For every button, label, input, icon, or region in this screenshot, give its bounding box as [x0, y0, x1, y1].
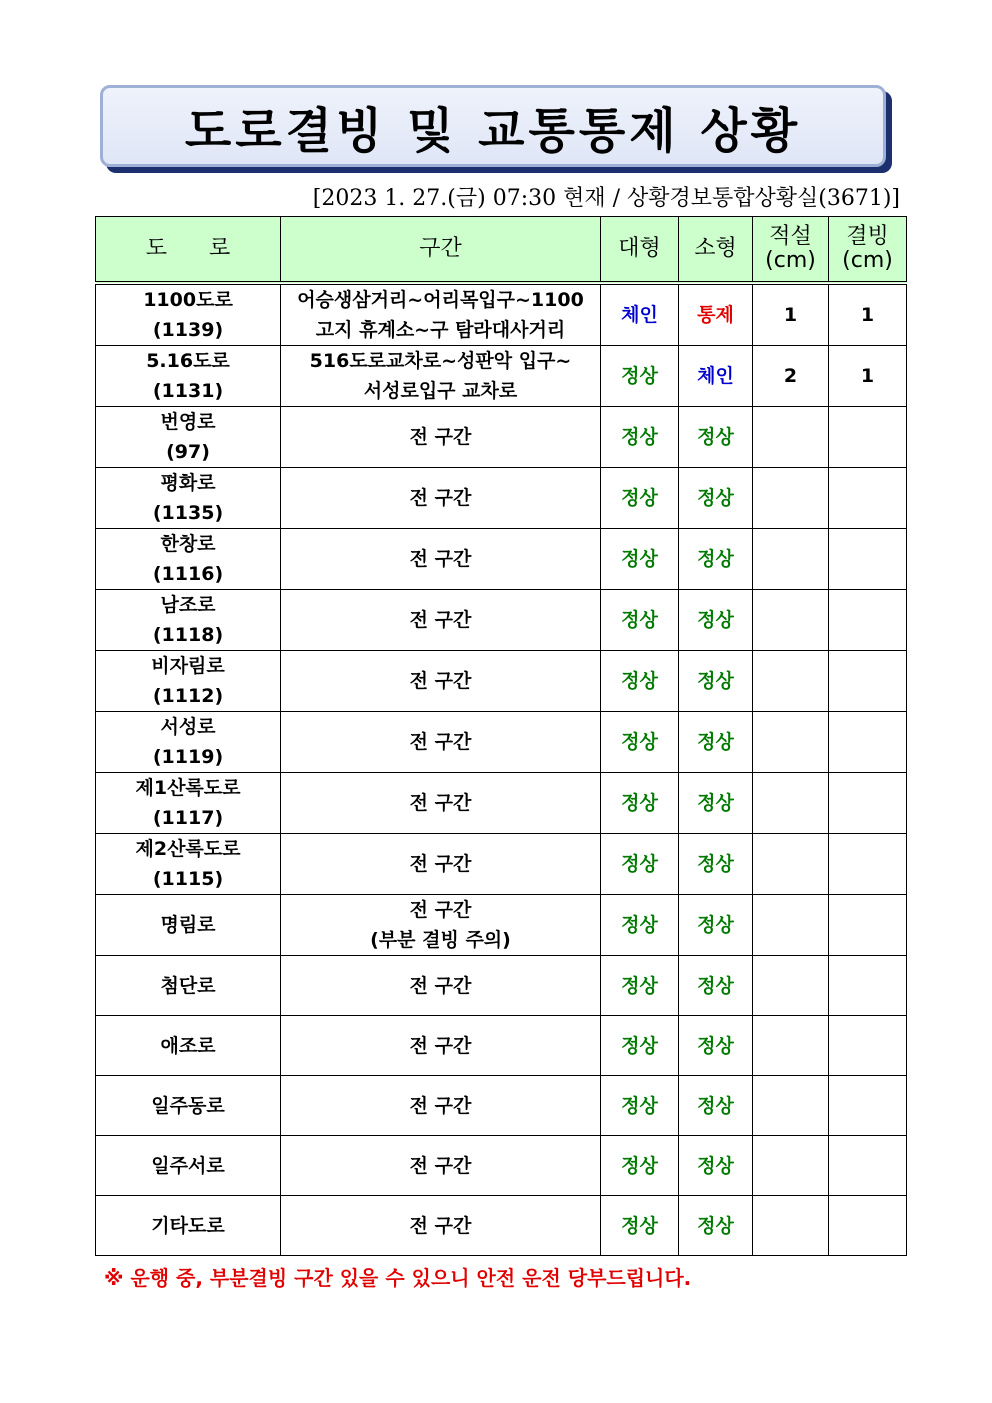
section-text: 전 구간 — [409, 670, 472, 692]
section-cell — [281, 773, 601, 834]
road-name-cell — [96, 590, 281, 651]
table-row — [96, 1076, 907, 1136]
ice-depth — [829, 1016, 907, 1076]
road-name: 첨단로 — [160, 974, 216, 997]
section-cell — [281, 468, 601, 529]
section-cell — [281, 1196, 601, 1256]
title-box — [100, 85, 886, 167]
section-cell — [281, 346, 601, 407]
road-name: 애조로 — [160, 1034, 216, 1057]
table-header-row — [96, 217, 907, 284]
ice-depth — [829, 1196, 907, 1256]
section-text: 전 구간 — [409, 1094, 472, 1117]
ice-depth: 1 — [829, 283, 907, 346]
small-vehicle-status: 체인 — [679, 346, 753, 407]
large-vehicle-status: 정상 — [601, 346, 679, 407]
table-row — [96, 1016, 907, 1076]
large-vehicle-status: 체인 — [601, 283, 679, 346]
table-row — [96, 895, 907, 956]
report-timestamp: [2023 1. 27.(금) 07:30 현재 / 상황경보통합상황실(3671)] — [312, 186, 900, 211]
road-name-cell — [96, 834, 281, 895]
road-name: 일주서로 — [151, 1154, 225, 1177]
large-vehicle-status: 정상 — [601, 529, 679, 590]
header-ice-unit: (cm) — [842, 248, 893, 273]
table-row — [96, 1196, 907, 1256]
small-vehicle-status: 정상 — [679, 529, 753, 590]
small-vehicle-status: 정상 — [679, 895, 753, 956]
table-row — [96, 956, 907, 1016]
table-row — [96, 712, 907, 773]
small-vehicle-status: 정상 — [679, 712, 753, 773]
section-text-2: 서성로입구 교차로 — [363, 380, 518, 402]
ice-depth — [829, 773, 907, 834]
table-row — [96, 346, 907, 407]
section-text: 전 구간 — [409, 548, 472, 570]
ice-depth — [829, 529, 907, 590]
large-vehicle-status: 정상 — [601, 1016, 679, 1076]
road-name: 5.16도로 — [146, 350, 230, 372]
header-snow-label: 적설 — [769, 224, 812, 249]
table-row — [96, 468, 907, 529]
small-vehicle-status: 정상 — [679, 407, 753, 468]
large-vehicle-status: 정상 — [601, 590, 679, 651]
road-name: 1100도로 — [143, 289, 233, 311]
road-number: (1116) — [152, 563, 224, 585]
section-cell — [281, 1076, 601, 1136]
road-name: 기타도로 — [151, 1214, 225, 1237]
large-vehicle-status: 정상 — [601, 712, 679, 773]
section-text: 전 구간 — [409, 974, 472, 997]
header-large-vehicle: 대형 — [601, 217, 679, 284]
section-text: 전 구간 — [409, 1214, 472, 1237]
large-vehicle-status: 정상 — [601, 1136, 679, 1196]
road-number: (1135) — [152, 502, 224, 524]
ice-depth — [829, 834, 907, 895]
road-name-cell — [96, 346, 281, 407]
snow-depth — [753, 407, 829, 468]
table-row — [96, 529, 907, 590]
section-text-2: 고지 휴계소~구 탐라대사거리 — [315, 319, 566, 341]
road-number: (1112) — [152, 685, 224, 707]
road-name-cell — [96, 712, 281, 773]
road-number: (97) — [166, 441, 210, 463]
section-text: 전 구간 — [409, 853, 472, 875]
table-row — [96, 834, 907, 895]
large-vehicle-status: 정상 — [601, 1196, 679, 1256]
ice-depth — [829, 468, 907, 529]
ice-depth — [829, 651, 907, 712]
ice-depth — [829, 407, 907, 468]
table-row — [96, 1136, 907, 1196]
snow-depth — [753, 1076, 829, 1136]
table-row — [96, 407, 907, 468]
ice-depth: 1 — [829, 346, 907, 407]
section-text: 516도로교차로~성판악 입구~ — [309, 350, 572, 372]
road-name: 제1산록도로 — [135, 777, 241, 799]
road-status-table — [95, 216, 907, 1256]
road-name-cell — [96, 895, 281, 956]
section-cell — [281, 834, 601, 895]
ice-depth — [829, 1076, 907, 1136]
small-vehicle-status: 정상 — [679, 1136, 753, 1196]
section-text: 전 구간 — [409, 899, 472, 921]
table-row — [96, 773, 907, 834]
large-vehicle-status: 정상 — [601, 895, 679, 956]
road-name-cell — [96, 529, 281, 590]
header-ice-label: 결빙 — [846, 224, 889, 249]
ice-depth — [829, 712, 907, 773]
table-row — [96, 590, 907, 651]
road-name-cell — [96, 773, 281, 834]
section-text: 전 구간 — [409, 1034, 472, 1057]
large-vehicle-status: 정상 — [601, 407, 679, 468]
road-number: (1131) — [152, 380, 224, 402]
small-vehicle-status: 정상 — [679, 834, 753, 895]
road-name-cell — [96, 1076, 281, 1136]
section-cell — [281, 956, 601, 1016]
section-cell — [281, 1136, 601, 1196]
header-road: 도 로 — [96, 217, 281, 284]
header-section: 구간 — [281, 217, 601, 284]
large-vehicle-status: 정상 — [601, 651, 679, 712]
large-vehicle-status: 정상 — [601, 956, 679, 1016]
table-row — [96, 283, 907, 346]
snow-depth — [753, 956, 829, 1016]
section-text: 전 구간 — [409, 792, 472, 814]
header-small-vehicle: 소형 — [679, 217, 753, 284]
snow-depth — [753, 834, 829, 895]
road-name-cell — [96, 1016, 281, 1076]
title-banner — [100, 85, 886, 167]
road-name: 일주동로 — [151, 1094, 225, 1117]
section-text: 전 구간 — [409, 1154, 472, 1177]
road-number: (1118) — [152, 624, 224, 646]
section-cell — [281, 712, 601, 773]
small-vehicle-status: 정상 — [679, 590, 753, 651]
road-name: 비자림로 — [151, 655, 225, 677]
section-cell — [281, 1016, 601, 1076]
snow-depth — [753, 651, 829, 712]
road-number: (1117) — [152, 807, 224, 829]
section-cell — [281, 407, 601, 468]
snow-depth — [753, 529, 829, 590]
snow-depth: 1 — [753, 283, 829, 346]
small-vehicle-status: 정상 — [679, 956, 753, 1016]
road-name: 명림로 — [160, 914, 216, 936]
road-number: (1139) — [152, 319, 224, 341]
table-row — [96, 651, 907, 712]
section-text: 전 구간 — [409, 426, 472, 448]
header-ice — [829, 217, 907, 284]
snow-depth — [753, 773, 829, 834]
road-name-cell — [96, 407, 281, 468]
section-cell — [281, 895, 601, 956]
small-vehicle-status: 정상 — [679, 651, 753, 712]
ice-depth — [829, 1136, 907, 1196]
small-vehicle-status: 정상 — [679, 1076, 753, 1136]
small-vehicle-status: 통제 — [679, 283, 753, 346]
road-number: (1119) — [152, 746, 224, 768]
ice-depth — [829, 895, 907, 956]
safety-notice: ※ 운행 중, 부분결빙 구간 있을 수 있으니 안전 운전 당부드립니다. — [104, 1266, 692, 1290]
header-snow — [753, 217, 829, 284]
large-vehicle-status: 정상 — [601, 1076, 679, 1136]
road-name-cell — [96, 956, 281, 1016]
page-title: 도로결빙 및 교통통제 상황 — [184, 102, 802, 159]
snow-depth — [753, 712, 829, 773]
ice-depth — [829, 590, 907, 651]
road-name: 남조로 — [160, 594, 216, 616]
large-vehicle-status: 정상 — [601, 773, 679, 834]
road-name: 번영로 — [160, 411, 216, 433]
snow-depth — [753, 590, 829, 651]
small-vehicle-status: 정상 — [679, 1016, 753, 1076]
section-cell — [281, 283, 601, 346]
road-name-cell — [96, 1196, 281, 1256]
snow-depth — [753, 468, 829, 529]
road-name-cell — [96, 283, 281, 346]
road-name-cell — [96, 468, 281, 529]
large-vehicle-status: 정상 — [601, 834, 679, 895]
road-name: 한창로 — [160, 533, 216, 555]
snow-depth — [753, 1016, 829, 1076]
header-snow-unit: (cm) — [765, 248, 816, 273]
section-cell — [281, 651, 601, 712]
small-vehicle-status: 정상 — [679, 1196, 753, 1256]
large-vehicle-status: 정상 — [601, 468, 679, 529]
snow-depth: 2 — [753, 346, 829, 407]
road-name-cell — [96, 651, 281, 712]
small-vehicle-status: 정상 — [679, 773, 753, 834]
road-name: 제2산록도로 — [135, 838, 241, 860]
section-text: 전 구간 — [409, 609, 472, 631]
ice-depth — [829, 956, 907, 1016]
section-text: 전 구간 — [409, 487, 472, 509]
section-cell — [281, 529, 601, 590]
road-name: 서성로 — [160, 716, 216, 738]
snow-depth — [753, 1196, 829, 1256]
road-number: (1115) — [152, 868, 224, 890]
section-text-2: (부분 결빙 주의) — [370, 929, 511, 951]
section-cell — [281, 590, 601, 651]
section-text: 전 구간 — [409, 731, 472, 753]
section-text: 어승생삼거리~어리목입구~1100 — [297, 289, 584, 311]
snow-depth — [753, 895, 829, 956]
road-name-cell — [96, 1136, 281, 1196]
small-vehicle-status: 정상 — [679, 468, 753, 529]
road-name: 평화로 — [160, 472, 216, 494]
snow-depth — [753, 1136, 829, 1196]
